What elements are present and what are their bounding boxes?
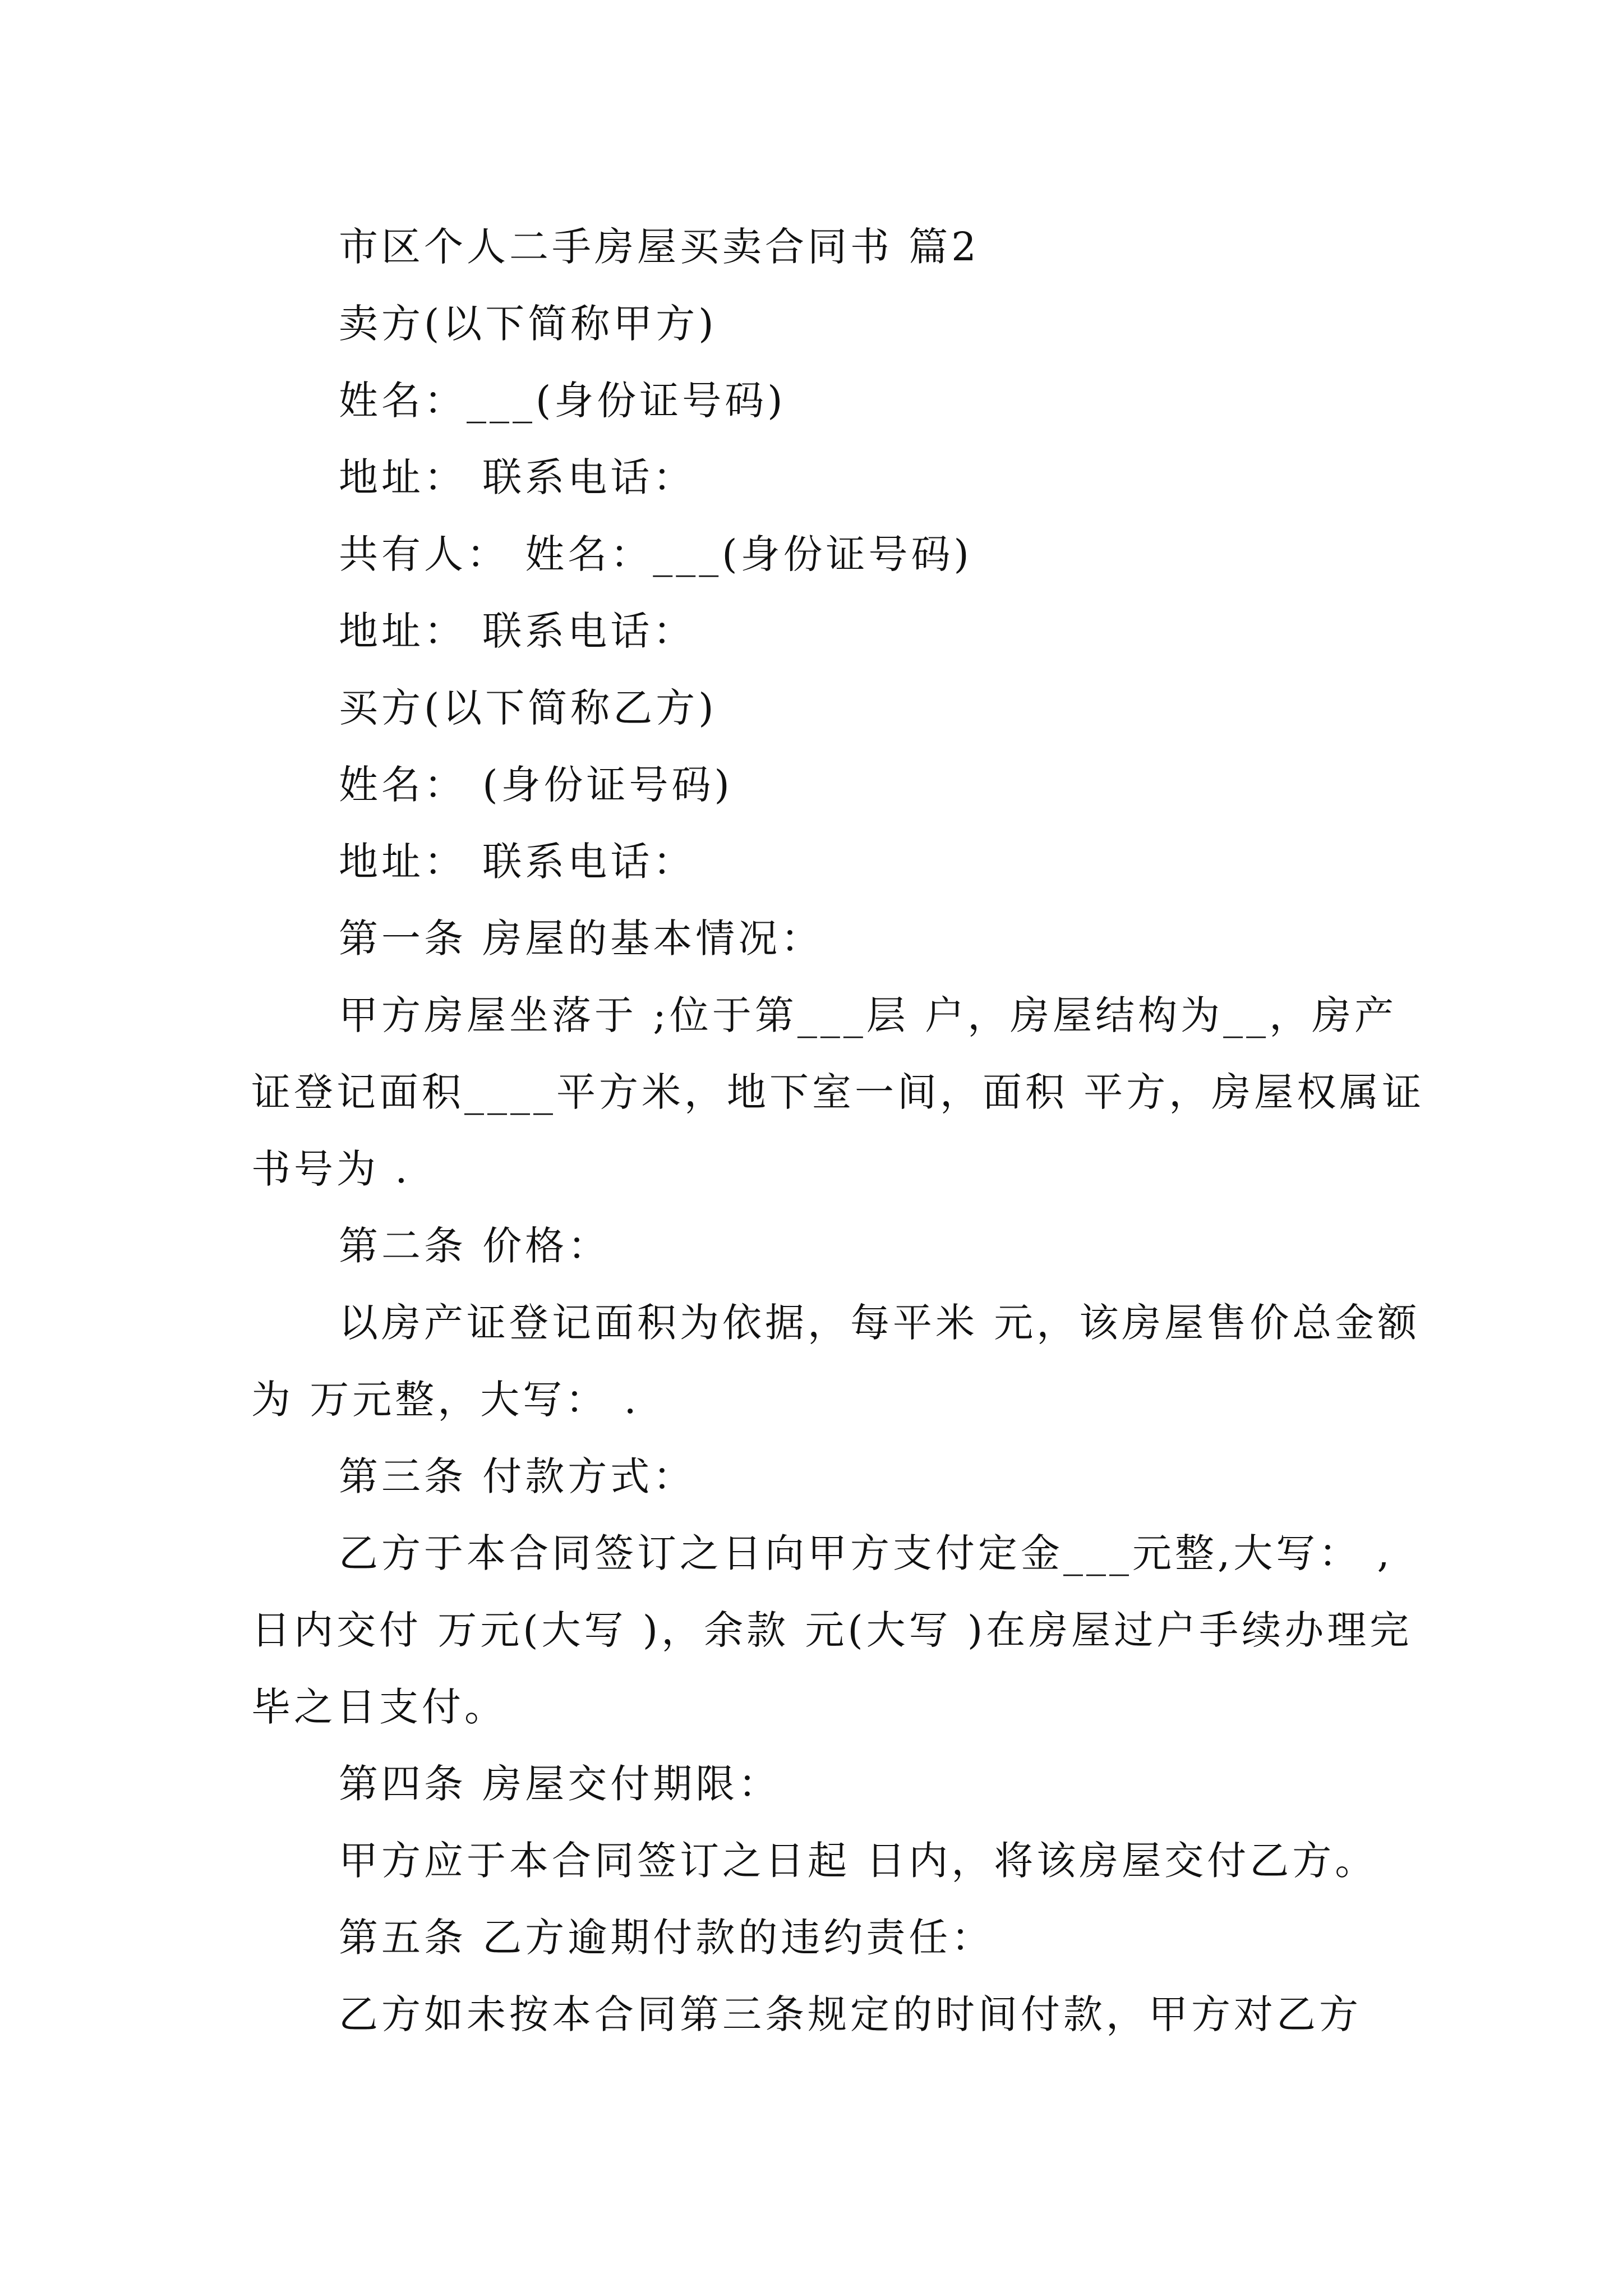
- article-3-body: 乙方于本合同签订之日向甲方支付定金___元整,大写： ,日内交付 万元(大写 )，余款 元(大写 )在房屋过户手续办理完毕之日支付。: [251, 1530, 1413, 1730]
- co-owner-address-line: 地址： 联系电话：: [339, 608, 696, 654]
- seller-address-line: 地址： 联系电话：: [339, 454, 696, 500]
- seller-name-line: 姓名：___(身份证号码): [339, 378, 786, 424]
- document-title: 市区个人二手房屋买卖合同书 篇2: [339, 224, 980, 270]
- article-1-heading: 第一条 房屋的基本情况：: [339, 915, 824, 961]
- article-4-body: 甲方应于本合同签订之日起 日内，将该房屋交付乙方。: [339, 1838, 1378, 1884]
- article-1-body: 甲方房屋坐落于 ;位于第___层 户，房屋结构为__，房产证登记面积____平方米，地下室一间，面积 平方，房屋权属证书号为 .: [251, 992, 1425, 1192]
- article-4-heading: 第四条 房屋交付期限：: [339, 1761, 781, 1807]
- buyer-name-line: 姓名： (身份证号码): [339, 762, 733, 808]
- contract-body: [251, 209, 1429, 2053]
- buyer-address-line: 地址： 联系电话：: [339, 839, 696, 885]
- article-2-heading: 第二条 价格：: [339, 1223, 611, 1269]
- article-2-body: 以房产证登记面积为依据，每平米 元，该房屋售价总金额为 万元整，大写： .: [251, 1300, 1421, 1423]
- article-3-heading: 第三条 付款方式：: [339, 1453, 696, 1499]
- article-5-body: 乙方如未按本合同第三条规定的时间付款，甲方对乙方: [339, 1991, 1362, 2037]
- buyer-heading: 买方(以下简称乙方): [339, 685, 717, 731]
- seller-heading: 卖方(以下简称甲方): [339, 301, 717, 347]
- article-5-heading: 第五条 乙方逾期付款的违约责任：: [339, 1915, 994, 1961]
- co-owner-name-line: 共有人： 姓名：___(身份证号码): [339, 531, 972, 577]
